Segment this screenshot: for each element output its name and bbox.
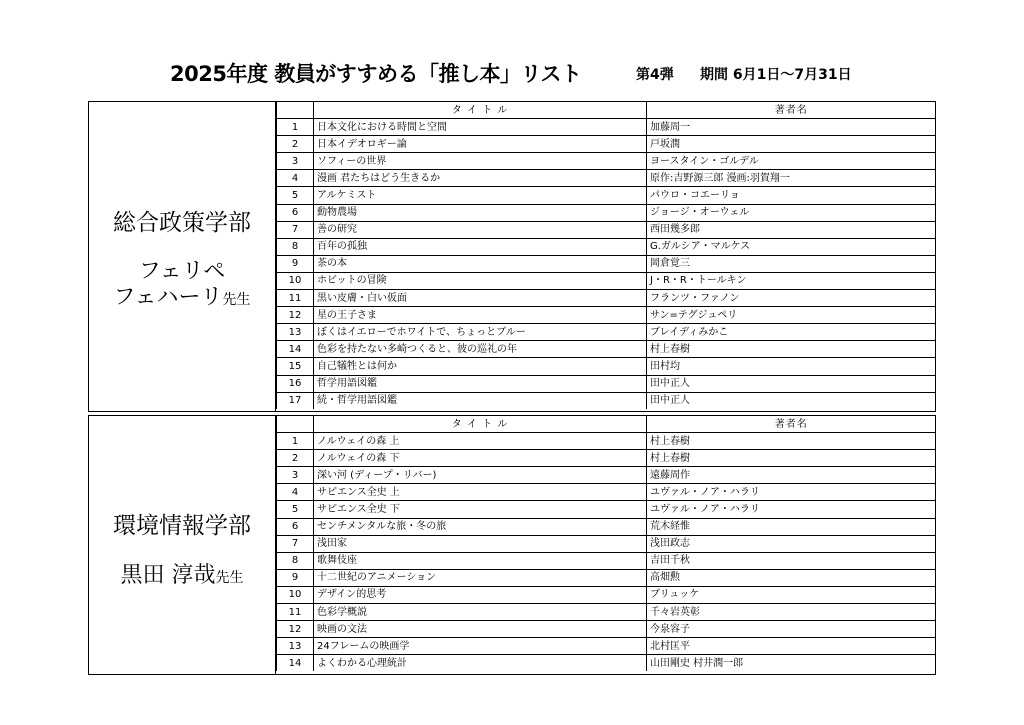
book-title: 漫画 君たちはどう生きるか (314, 170, 647, 187)
book-title: ホビットの冒険 (314, 272, 647, 289)
book-author: 加藤周一 (647, 119, 936, 136)
book-number: 12 (277, 621, 314, 638)
book-author: 北村匡平 (647, 638, 936, 655)
book-author: 吉田千秋 (647, 552, 936, 569)
book-author: 今泉容子 (647, 621, 936, 638)
book-number: 6 (277, 204, 314, 221)
book-author: ユヴァル・ノア・ハラリ (647, 501, 936, 518)
book-title: サピエンス全史 上 (314, 484, 647, 501)
book-author: 村上春樹 (647, 450, 936, 467)
book-title: デザイン的思考 (314, 586, 647, 603)
book-number: 8 (277, 238, 314, 255)
book-author: フランツ・ファノン (647, 290, 936, 307)
table-row (277, 324, 936, 341)
book-author: 岡倉覚三 (647, 255, 936, 272)
department-panel (89, 416, 276, 674)
book-author: 田中正人 (647, 392, 936, 409)
book-author: パウロ・コエーリョ (647, 187, 936, 204)
book-title: ノルウェイの森 下 (314, 450, 647, 467)
document-title: 2025年度 教員がすすめる「推し本」リスト (170, 62, 582, 86)
teacher-name-line1: フェリペ (138, 259, 226, 284)
period-label: 期間 6月1日～7月31日 (700, 67, 852, 83)
title-header: タ イ ト ル (314, 416, 647, 433)
book-author: 西田幾多郎 (647, 221, 936, 238)
teacher-name-line2-text: フェハーリ (113, 285, 223, 310)
book-author: ユヴァル・ノア・ハラリ (647, 484, 936, 501)
table-row (277, 569, 936, 586)
table-row (277, 586, 936, 603)
teacher-name-line1 (89, 563, 275, 591)
book-author: 田中正人 (647, 375, 936, 392)
table-row (277, 621, 936, 638)
book-title: よくわかる心理統計 (314, 655, 647, 672)
table-row (277, 136, 936, 153)
book-title: 深い河 (ディープ・リバー) (314, 467, 647, 484)
book-title: 24フレームの映画学 (314, 638, 647, 655)
book-author: 田村均 (647, 358, 936, 375)
book-number: 5 (277, 501, 314, 518)
book-title: 色彩学概説 (314, 604, 647, 621)
book-number: 1 (277, 433, 314, 450)
author-header: 著者名 (647, 102, 936, 119)
table-row (277, 518, 936, 535)
book-number: 7 (277, 535, 314, 552)
number-header (277, 102, 314, 119)
book-title: 歌舞伎座 (314, 552, 647, 569)
book-number: 1 (277, 119, 314, 136)
table-row (277, 153, 936, 170)
book-title: 自己犠牲とは何か (314, 358, 647, 375)
book-author: 高畑勲 (647, 569, 936, 586)
book-author: 千々岩英彰 (647, 604, 936, 621)
department-name: 環境情報学部 (113, 513, 251, 539)
table-row (277, 290, 936, 307)
book-title: サピエンス全史 下 (314, 501, 647, 518)
teacher-name-line1-text: 黒田 淳哉 (120, 563, 216, 588)
department-name: 総合政策学部 (113, 210, 251, 236)
book-list (277, 433, 936, 672)
table-row (277, 358, 936, 375)
book-title: 色彩を持たない多崎つくると、彼の巡礼の年 (314, 341, 647, 358)
book-number: 5 (277, 187, 314, 204)
book-author: ヨースタイン・ゴルデル (647, 153, 936, 170)
book-title: ノルウェイの森 上 (314, 433, 647, 450)
book-number: 10 (277, 272, 314, 289)
book-author: 遠藤周作 (647, 467, 936, 484)
table-row (277, 187, 936, 204)
teacher-name-line2 (89, 285, 275, 313)
book-title: 黒い皮膚・白い仮面 (314, 290, 647, 307)
book-author: 荒木経惟 (647, 518, 936, 535)
book-title: 百年の孤独 (314, 238, 647, 255)
table-row (277, 221, 936, 238)
book-number: 3 (277, 153, 314, 170)
table-row (277, 392, 936, 409)
book-author: 山田剛史 村井潤一郎 (647, 655, 936, 672)
book-number: 6 (277, 518, 314, 535)
book-title: 映画の文法 (314, 621, 647, 638)
book-title: センチメンタルな旅・冬の旅 (314, 518, 647, 535)
honorific: 先生 (215, 570, 244, 586)
author-header: 著者名 (647, 416, 936, 433)
table-row (277, 655, 936, 672)
table-row (277, 238, 936, 255)
book-number: 4 (277, 170, 314, 187)
book-table (276, 102, 936, 409)
book-number: 14 (277, 655, 314, 672)
book-number: 9 (277, 569, 314, 586)
book-author: 村上春樹 (647, 341, 936, 358)
book-author: 村上春樹 (647, 433, 936, 450)
book-number: 4 (277, 484, 314, 501)
book-number: 12 (277, 307, 314, 324)
table-row (277, 341, 936, 358)
book-number: 17 (277, 392, 314, 409)
table-row (277, 204, 936, 221)
issue-label: 第4弾 (636, 67, 674, 83)
book-number: 11 (277, 290, 314, 307)
book-number: 7 (277, 221, 314, 238)
table-row (277, 552, 936, 569)
table-row (277, 307, 936, 324)
book-number: 13 (277, 638, 314, 655)
table-row (277, 484, 936, 501)
teacher-name (89, 259, 275, 313)
book-title: 茶の本 (314, 255, 647, 272)
table-row (277, 272, 936, 289)
table-header-row (277, 416, 936, 433)
book-author: 原作:吉野源三郎 漫画:羽賀翔一 (647, 170, 936, 187)
table-row (277, 433, 936, 450)
title-header: タ イ ト ル (314, 102, 647, 119)
table-row (277, 501, 936, 518)
table-row (277, 450, 936, 467)
book-table (276, 416, 936, 671)
book-title: 日本イデオロギー論 (314, 136, 647, 153)
book-number: 10 (277, 586, 314, 603)
book-author: 浅田政志 (647, 535, 936, 552)
book-number: 2 (277, 136, 314, 153)
book-author: ブレイディみかこ (647, 324, 936, 341)
book-title: 動物農場 (314, 204, 647, 221)
table-row (277, 638, 936, 655)
book-author: J・R・R・トールキン (647, 272, 936, 289)
book-author: サン=テグジュペリ (647, 307, 936, 324)
book-number: 8 (277, 552, 314, 569)
table-row (277, 119, 936, 136)
book-number: 15 (277, 358, 314, 375)
table-header-row (277, 102, 936, 119)
department-section-environment (88, 415, 936, 675)
department-section-policy (88, 101, 936, 412)
book-author: ブリュッケ (647, 586, 936, 603)
book-number: 9 (277, 255, 314, 272)
book-author: G.ガルシア・マルケス (647, 238, 936, 255)
book-title: 星の王子さま (314, 307, 647, 324)
table-row (277, 535, 936, 552)
book-title: 続・哲学用語図鑑 (314, 392, 647, 409)
book-list (277, 119, 936, 409)
book-number: 2 (277, 450, 314, 467)
book-author: 戸坂潤 (647, 136, 936, 153)
book-author: ジョージ・オーウェル (647, 204, 936, 221)
table-row (277, 604, 936, 621)
book-title: 日本文化における時間と空間 (314, 119, 647, 136)
table-row (277, 375, 936, 392)
honorific: 先生 (222, 292, 251, 308)
book-title: 哲学用語図鑑 (314, 375, 647, 392)
book-number: 16 (277, 375, 314, 392)
table-row (277, 170, 936, 187)
book-number: 14 (277, 341, 314, 358)
number-header (277, 416, 314, 433)
book-title: 善の研究 (314, 221, 647, 238)
book-title: アルケミスト (314, 187, 647, 204)
book-title: ぼくはイエローでホワイトで、ちょっとブルー (314, 324, 647, 341)
book-number: 3 (277, 467, 314, 484)
page-header (0, 58, 1024, 90)
book-title: 浅田家 (314, 535, 647, 552)
book-number: 11 (277, 604, 314, 621)
book-title: ソフィーの世界 (314, 153, 647, 170)
book-number: 13 (277, 324, 314, 341)
table-row (277, 255, 936, 272)
table-row (277, 467, 936, 484)
book-title: 十二世紀のアニメーション (314, 569, 647, 586)
teacher-name (89, 563, 275, 591)
department-panel (89, 102, 276, 411)
